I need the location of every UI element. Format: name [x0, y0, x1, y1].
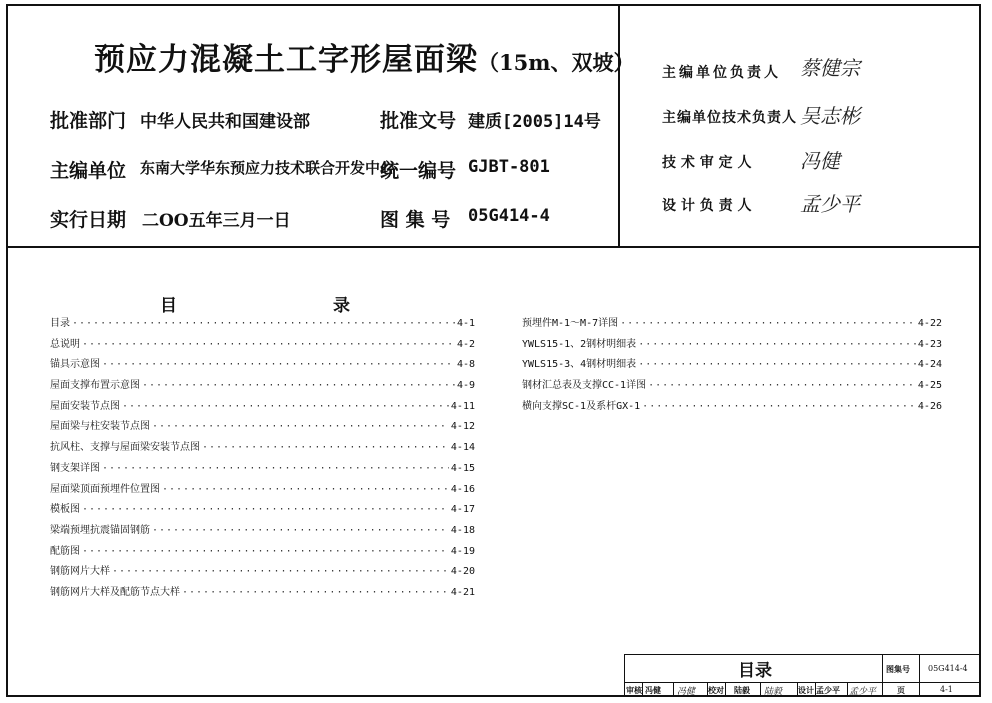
toc-item[interactable]: 总说明 ····· 4-2 [50, 335, 475, 356]
toc-item[interactable]: 钢筋网片大样及配筋节点大样 ····· 4-21 [50, 583, 475, 604]
approval-no-label: 批准文号 [380, 110, 457, 132]
signature-tech-head: 吴志彬 [800, 104, 860, 128]
approval-no-value: 建质[2005]14号 [468, 112, 601, 132]
title-block-check-name: 陆毅 [734, 685, 750, 695]
signature-designer: 孟少平 [800, 192, 860, 216]
approval-dept-value: 中华人民共和国建设部 [140, 112, 310, 132]
title-block-page-no: 4-1 [940, 685, 953, 694]
toc-item[interactable]: 预埋件M-1～M-7详图 ····· 4-22 [522, 314, 942, 335]
title-block-check-label: 校对 [708, 685, 724, 695]
toc-item[interactable]: YWLS15-3、4钢材明细表 ····· 4-24 [522, 355, 942, 376]
toc-item[interactable]: 梁端预埋抗震锚固钢筋 ····· 4-18 [50, 521, 475, 542]
atlas-title-suffix: （15m、双坡） [478, 50, 635, 75]
toc-item[interactable]: 抗风柱、支撑与屋面梁安装节点图 ····· 4-14 [50, 438, 475, 459]
signature-reviewer: 冯健 [800, 149, 840, 173]
signer-label-designer: 设 计 负 责 人 [662, 198, 752, 214]
toc-item[interactable]: 钢筋网片大样 ····· 4-20 [50, 562, 475, 583]
effective-date-value: 二OO五年三月一日 [142, 211, 291, 231]
effective-date-label: 实行日期 [50, 209, 127, 231]
approval-dept-label: 批准部门 [50, 110, 127, 132]
toc-left-column [50, 314, 475, 604]
toc-item[interactable]: 钢材汇总表及支撑CC-1详图 ····· 4-25 [522, 376, 942, 397]
signer-label-reviewer: 技 术 审 定 人 [662, 155, 752, 171]
title-block-review-label: 审核 [626, 685, 642, 695]
title-block-review-sig: 冯健 [677, 687, 696, 697]
editor-unit-label: 主编单位 [50, 160, 127, 182]
toc-item[interactable]: 模板图 ····· 4-17 [50, 500, 475, 521]
atlas-no-value: 05G414-4 [468, 206, 550, 226]
toc-item[interactable]: 横向支撑SC-1及系杆GX-1 ····· 4-26 [522, 397, 942, 418]
signer-label-tech-head: 主编单位技术负责人 [662, 110, 797, 126]
title-block-atlas-no: 05G414-4 [928, 664, 968, 673]
toc-item[interactable]: 锚具示意图 ····· 4-8 [50, 355, 475, 376]
toc-item[interactable]: 屋面梁顶面预埋件位置图 ····· 4-16 [50, 480, 475, 501]
atlas-title-main: 预应力混凝土工字形屋面梁 [94, 42, 478, 78]
unified-no-value: GJBT-801 [468, 157, 550, 177]
editor-unit-value: 东南大学华东预应力技术联合开发中心 [140, 159, 396, 177]
header-divider [6, 246, 981, 248]
signer-label-editor-head: 主编单位负责人 [662, 65, 781, 81]
title-block-check-sig: 陆毅 [764, 687, 783, 697]
toc-heading-right: 录 [333, 296, 350, 316]
toc-heading-left: 目 [160, 296, 177, 316]
unified-no-label: 统一编号 [380, 160, 457, 182]
title-block-design-sig: 孟少平 [849, 687, 877, 697]
title-block-atlas-label: 图集号 [886, 664, 910, 674]
toc-right-column [522, 314, 942, 417]
title-block-page-label: 页 [897, 685, 905, 695]
toc-item[interactable]: 钢支架详图 ····· 4-15 [50, 459, 475, 480]
title-block-review-name: 冯健 [645, 685, 661, 695]
atlas-title [94, 34, 634, 79]
toc-item[interactable]: 配筋图 ····· 4-19 [50, 542, 475, 563]
toc-item[interactable]: 目录 ····· 4-1 [50, 314, 475, 335]
toc-item[interactable]: 屋面安装节点图 ····· 4-11 [50, 397, 475, 418]
toc-item[interactable]: YWLS15-1、2钢材明细表 ····· 4-23 [522, 335, 942, 356]
toc-item[interactable]: 屋面梁与柱安装节点图 ····· 4-12 [50, 417, 475, 438]
title-block-design-name: 孟少平 [816, 685, 840, 695]
toc-item[interactable]: 屋面支撑布置示意图 ····· 4-9 [50, 376, 475, 397]
atlas-no-label: 图 集 号 [380, 209, 451, 231]
title-block-design-label: 设计 [798, 685, 814, 695]
title-block-title: 目录 [738, 661, 772, 681]
signature-editor-head: 蔡健宗 [800, 56, 860, 80]
